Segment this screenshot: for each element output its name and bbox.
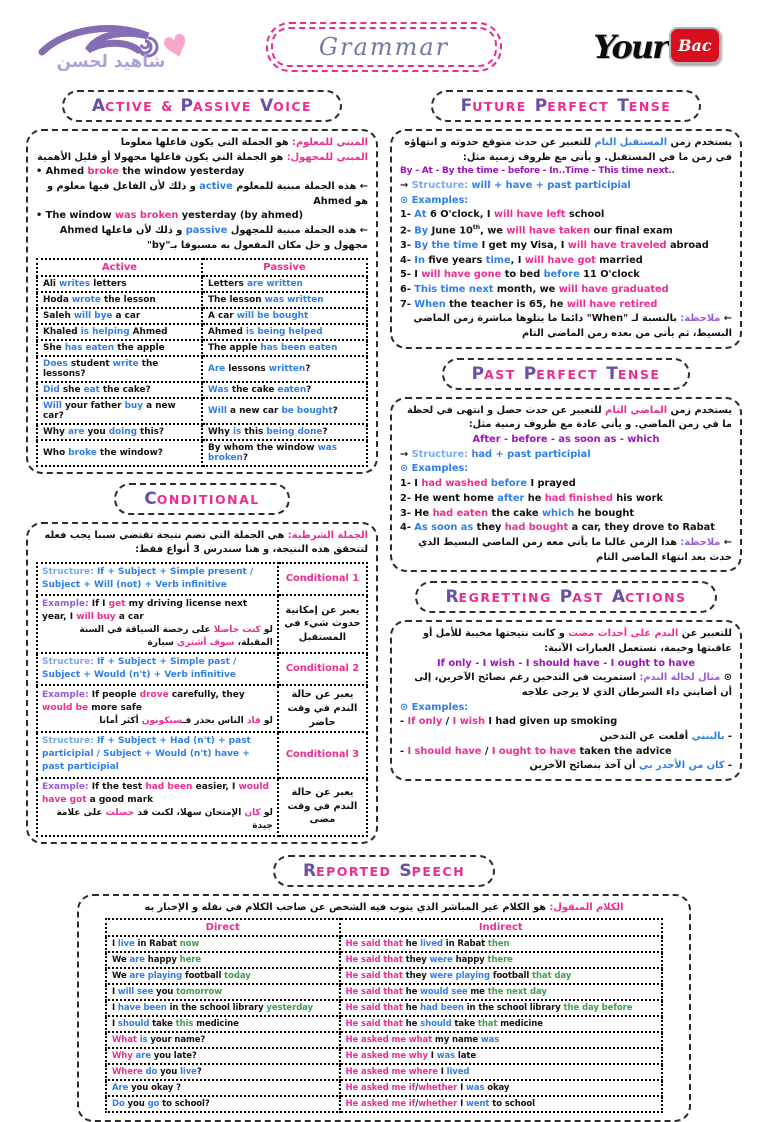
table-cell: Are lessons written? — [202, 356, 367, 382]
table-cell: Are you okay ? — [106, 1080, 340, 1096]
table-cell: Ali writes letters — [37, 276, 202, 292]
text-line: يعبر عن إمكانية حدوث شيء في المستقبل — [284, 604, 361, 643]
text-line: 3- He had eaten the cake which he bought — [400, 507, 635, 519]
section-title-future-perfect: FUTURE PERFECT TENSE — [431, 90, 702, 122]
table-cell: Does student write the lessons? — [37, 356, 202, 382]
text-line: للتعبير عن الندم على أحداث مضت و كانت نتيجتها مخيبة للأمل أو عاقبتها وخيمة، نستعمل العبارات الآتية: — [422, 628, 732, 654]
text-line: • The window was broken yesterday (by ahmed) — [36, 210, 304, 222]
text-line: - كان من الأجدر بي أن آخذ بنصائح الآخرين — [529, 760, 732, 772]
conditional-content-cell — [37, 732, 278, 777]
text-line: • Ahmed broke the window yesterday — [36, 166, 245, 178]
table-row — [37, 778, 367, 836]
school-logo-text: شاهيد لحسن — [56, 52, 166, 72]
yourbac-logo — [572, 28, 742, 66]
page-title — [266, 22, 502, 72]
text-line: If only - I wish - I should have - I ought to have — [437, 657, 695, 669]
conditional-intro — [36, 529, 368, 558]
text-line: المبني للمعلوم: هو الجملة التي يكون فاعلها معلوما — [120, 137, 368, 148]
text-line: → Structure: will + have + past participial — [400, 179, 631, 191]
table-cell: I have been in the school library yesterday — [106, 1000, 340, 1016]
table-cell: He said that he would see me the next day — [340, 984, 662, 1000]
table-row — [106, 1016, 662, 1032]
table-cell: We are happy here — [106, 952, 340, 968]
table-cell: By whom the window was broken? — [202, 440, 367, 466]
table-cell: Letters are written — [202, 276, 367, 292]
column-header: Active — [37, 259, 202, 276]
table-cell: Saleh will bye a car — [37, 308, 202, 324]
conditional-content-cell — [37, 563, 278, 595]
table-row — [37, 732, 367, 777]
table-cell: The apple has been eaten — [202, 340, 367, 356]
table-row — [37, 595, 367, 653]
table-row — [106, 1096, 662, 1112]
table-cell: We are playing football today — [106, 968, 340, 984]
text-line: يعبر عن حالة الندم في وقت مضى — [287, 787, 358, 826]
text-line: 1- At 6 O'clock, I will have left school — [400, 209, 605, 221]
section-title-active-passive: ACTIVE & PASSIVE VOICE — [62, 90, 342, 122]
header — [0, 6, 768, 86]
table-cell: He said that he had been in the school library the day before — [340, 1000, 662, 1016]
reported-speech-box — [77, 894, 691, 1122]
table-cell: Where do you live? — [106, 1064, 340, 1080]
text-line: Structure: If + Subject + Simple present / Subject + Will (not) + Verb infinitive — [42, 566, 254, 590]
text-line: 2- He went home after he had finished his work — [400, 492, 663, 504]
past-perfect-box — [390, 397, 742, 573]
text-line: After - before - as soon as - which — [472, 434, 660, 446]
conditional-label-cell — [278, 653, 367, 685]
table-cell: He said that he lived in Rabat then — [340, 936, 662, 952]
yourbac-logo-bac-badge: Bac — [669, 27, 721, 64]
text-line: 5- I will have gone to bed before 11 O'clock — [400, 269, 640, 281]
text-line: ⊙ مثال لحالة الندم: استمريت في التدخين رغم نصائح الآخرين، إلى أن أصابني داء السرطان الذي لا يرجى علاجه — [414, 672, 732, 699]
table-cell: Ahmed is being helped — [202, 324, 367, 340]
table-cell: He said that they were playing football that day — [340, 968, 662, 984]
right-column — [390, 88, 742, 853]
school-logo — [26, 22, 196, 72]
table-row — [106, 984, 662, 1000]
table-row — [106, 936, 662, 952]
table-cell: The lesson was written — [202, 292, 367, 308]
table-cell: Do you go to school? — [106, 1096, 340, 1112]
conditional-table — [36, 562, 368, 837]
text-line: 4- In five years time, I will have got married — [400, 254, 643, 266]
active-passive-intro — [36, 136, 368, 254]
table-row — [37, 308, 367, 324]
table-cell: He asked me what my name was — [340, 1032, 662, 1048]
section-title-conditional: CONDITIONAL — [114, 483, 290, 515]
table-cell: He said that he should take that medicine — [340, 1016, 662, 1032]
text-line: By - At - By the time - before - In..Time - This time next.. — [400, 166, 675, 177]
table-row — [37, 324, 367, 340]
heart-icon: ♥ — [158, 26, 195, 69]
text-line: → Structure: had + past participial — [400, 448, 591, 460]
table-row — [37, 685, 367, 732]
table-cell: Why are you late? — [106, 1048, 340, 1064]
text-line: ⊙ Examples: — [400, 463, 469, 475]
table-cell: Why are you doing this? — [37, 424, 202, 440]
conditional-box — [26, 522, 378, 844]
section-title-regretting: REGRETTING PAST ACTIONS — [415, 581, 716, 613]
table-cell: Did she eat the cake? — [37, 382, 202, 398]
table-row — [37, 276, 367, 292]
text-line: الجملة الشرطية: هي الجملة التي تضم نتيجة تقتضي سببا يجب فعله لتتحقق هذه النتيجة، و هنا سندرس 3 أنواع فقط: — [44, 529, 368, 556]
table-row — [37, 563, 367, 595]
table-cell: He said that they were happy there — [340, 952, 662, 968]
table-row — [106, 1064, 662, 1080]
text-line: ⊙ Examples: — [400, 701, 469, 713]
text-line: - I should have / I ought to have taken the advice — [400, 745, 672, 757]
table-row — [37, 398, 367, 424]
conditional-label-cell — [278, 732, 367, 777]
table-row — [106, 1048, 662, 1064]
conditional-label-cell — [278, 595, 367, 653]
text-line: - If only / I wish I had given up smoking — [400, 716, 618, 728]
table-cell: He asked me where I lived — [340, 1064, 662, 1080]
text-line: ← هذه الجملة مبنية للمجهول passive و ذلك لأن فاعلها Ahmed مجهول و حل مكان المفعول به مسبوقا بـ"by" — [59, 225, 368, 251]
text-line: - باليتني أقلعت عن التدخين — [599, 731, 732, 743]
conditional-content-cell — [37, 778, 278, 836]
text-line: 3- By the time I get my Visa, I will have traveled abroad — [400, 239, 709, 251]
regretting-box — [390, 620, 742, 781]
reported-speech-section — [77, 894, 691, 1122]
text-line: 4- As soon as they had bought a car, they drove to Rabat — [400, 522, 715, 534]
table-cell: I should take this medicine — [106, 1016, 340, 1032]
yourbac-logo-your: Your — [593, 28, 667, 66]
table-cell: Why is this being done? — [202, 424, 367, 440]
conditional-label-cell — [278, 563, 367, 595]
section-title-reported-speech: REPORTED SPEECH — [273, 855, 495, 887]
page-title-text: Grammar — [318, 33, 450, 61]
table-row — [106, 1000, 662, 1016]
column-header: Direct — [106, 919, 340, 936]
text-line: الكلام المنقول: هو الكلام غير المباشر الذي ينوب فيه الشخص عن صاحب الكلام في نقله و الإخبار به — [144, 901, 624, 913]
table-row — [37, 292, 367, 308]
table-row — [37, 440, 367, 466]
left-column — [26, 88, 378, 853]
future-perfect-box — [390, 129, 742, 349]
conditional-content-cell — [37, 653, 278, 685]
active-passive-table — [36, 258, 368, 467]
column-header: Indirect — [340, 919, 662, 936]
table-row — [37, 424, 367, 440]
text-line: Structure: If + Subject + Had (n't) + past participial / Subject + Would (n't) have + past participial — [42, 736, 251, 773]
text-line: Structure: If + Subject + Simple past / Subject + Would (n't) + Verb infinitive — [42, 657, 237, 681]
conditional-content-cell — [37, 685, 278, 732]
content-columns — [0, 86, 768, 853]
table-cell: She has eaten the apple — [37, 340, 202, 356]
text-line: Example: If people drove carefully, they would be more safe — [42, 690, 245, 714]
text-line: Example: If the test had been easier, I would have got a good mark — [42, 781, 269, 805]
table-row — [37, 340, 367, 356]
table-row — [106, 1032, 662, 1048]
table-cell: A car will be bought — [202, 308, 367, 324]
text-line: 1- I had washed before I prayed — [400, 478, 576, 490]
text-line: لو كنت حاصلا على رخصة السياقة في السنة المقبلة، سوف أشتري سيارة — [79, 625, 273, 649]
table-cell: Who broke the window? — [37, 440, 202, 466]
table-cell: Will your father buy a new car? — [37, 398, 202, 424]
table-cell: What is your name? — [106, 1032, 340, 1048]
table-row — [106, 968, 662, 984]
table-row — [37, 653, 367, 685]
active-passive-box — [26, 129, 378, 474]
text-line: Conditional 1 — [285, 573, 360, 585]
table-row — [106, 952, 662, 968]
text-line: ⊙ Examples: — [400, 194, 469, 206]
reported-speech-intro — [91, 901, 677, 916]
table-cell: Hoda wrote the lesson — [37, 292, 202, 308]
text-line: لو قاد الناس بحذر فـسيكونون أكثر أمانا — [99, 716, 273, 727]
table-cell: He asked me if/whether I was okay — [340, 1080, 662, 1096]
conditional-label-cell — [278, 685, 367, 732]
conditional-label-cell — [278, 778, 367, 836]
table-row — [37, 356, 367, 382]
text-line: يستخدم زمن الماضي التام للتعبير عن حدث حصل و انتهى في لحظة ما في زمن الماضي. و يأتي عادة مع ظروف زمنية مثل: — [406, 404, 732, 431]
text-line: لو كان الإمتحان سهلا، لكنت قد حصلت على علامة جيدة — [56, 807, 273, 831]
text-line: Conditional 3 — [285, 749, 360, 761]
table-row — [106, 1080, 662, 1096]
table-row — [37, 382, 367, 398]
text-line: ← هذه الجملة مبنية للمعلوم active و ذلك لأن الفاعل فيها معلوم و هو Ahmed — [47, 181, 368, 207]
table-cell: I live in Rabat now — [106, 936, 340, 952]
text-line: ← ملاحظة: بالنسبة لـ "When" دائما ما يتلوها مباشرة زمن الماضي البسيط، ثم يأتي من بعده زمن الماضي التام — [413, 313, 732, 340]
text-line: ← ملاحظة: هذا الزمن غالبا ما يأتي معه زمن الماضي البسيط الذي حدث بعد انتهاء الماضي التام — [418, 536, 732, 563]
conditional-content-cell — [37, 595, 278, 653]
reported-speech-table — [105, 918, 663, 1113]
column-header: Passive — [202, 259, 367, 276]
table-cell: Khaled is helping Ahmed — [37, 324, 202, 340]
table-cell: I will see you tomorrow — [106, 984, 340, 1000]
text-line: يعبر عن حالة الندم في وقت حاضر — [287, 689, 358, 728]
text-line: 7- When the teacher is 65, he will have retired — [400, 298, 658, 310]
text-line: 2- By June 10th, we will have taken our final exam — [400, 223, 673, 237]
text-line: يستخدم زمن المستقبل التام للتعبير عن حدث متوقع حدوثه و انتهاؤه في زمن ما في المستقبل. و يأتي مع ظروف زمنية مثل: — [404, 137, 732, 163]
table-cell: He asked me why I was late — [340, 1048, 662, 1064]
text-line: Conditional 2 — [285, 663, 360, 675]
section-title-past-perfect: PAST PERFECT TENSE — [442, 358, 691, 390]
text-line: 6- This time next month, we will have graduated — [400, 283, 669, 295]
table-cell: Was the cake eaten? — [202, 382, 367, 398]
table-cell: Will a new car be bought? — [202, 398, 367, 424]
text-line: Example: If I get my driving license next year, I will buy a car — [42, 598, 248, 623]
text-line: المبني للمجهول: هو الجملة التي يكون فاعلها مجهولا أو قليل الأهمية — [37, 151, 368, 163]
table-cell: He asked me if/whether I went to school — [340, 1096, 662, 1112]
